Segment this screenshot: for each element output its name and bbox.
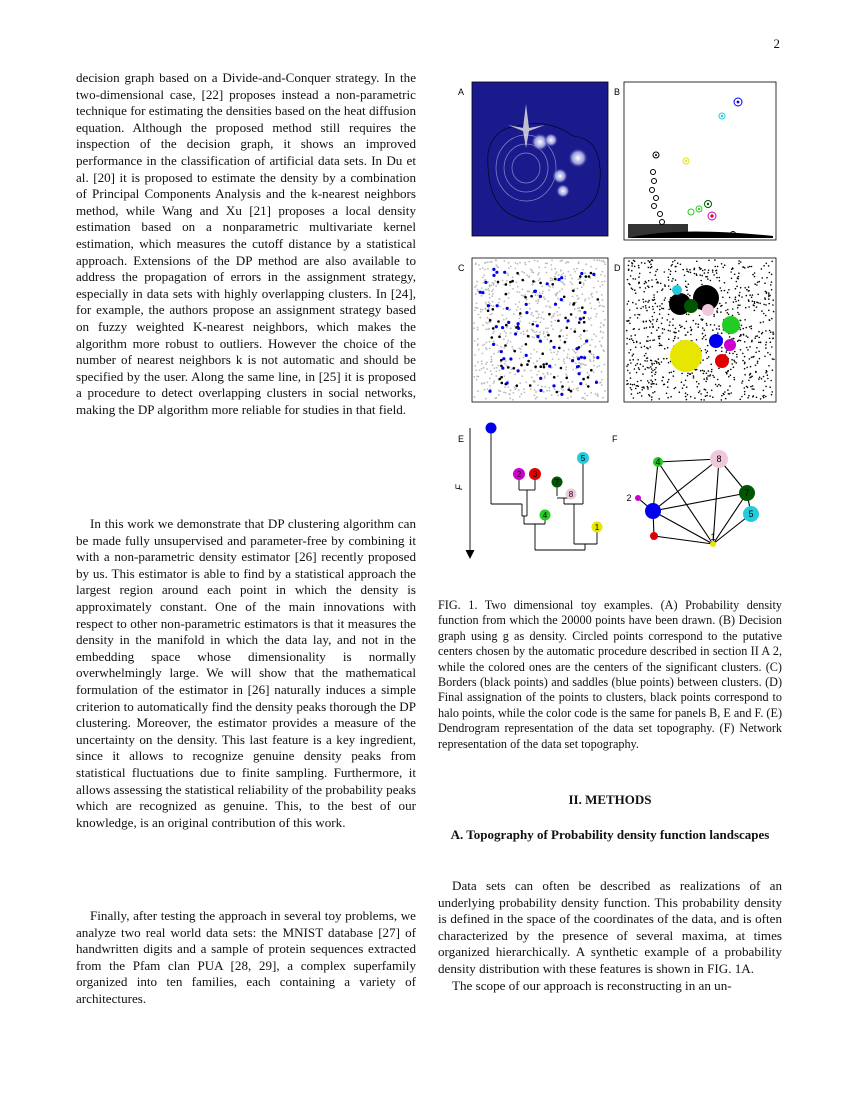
dendrogram-node-4: 4 <box>542 511 548 520</box>
panel-label-b: B <box>614 87 621 97</box>
figure-caption: FIG. 1. Two dimensional toy examples. (A) Probability density function from which the 20000 points have been drawn. (B) Decision graph using g as density. Circled points correspond to the putative centers chosen by the automatic procedure described in section II A 2, while the colored ones are the centers of the significant clusters. (C) Borders (black points) and saddles (blue points) between clusters. (D) Final assignation of the points to clusters, black points correspond to halo points, while the color code is the same for panels B, E and F. (E) Dendrogram representation of the data set topography. (F) Network representation of the data set topography. <box>438 598 782 751</box>
right-paragraph-1: Data sets can often be described as realizations of an underlying probability density function. This probability density is defined in the space of the coordinates of the data, and is often characterized by the presence of several maxima, at times organized hierarchically. A synthetic example of a probability density distribution with these features is shown in FIG. 1A. <box>438 878 782 976</box>
section-heading: II. METHODS <box>568 792 652 807</box>
network-node-1: 1 <box>710 532 716 542</box>
panel-label-a: A <box>458 87 465 97</box>
panel-e-axis-label: F <box>454 484 464 490</box>
panel-e-dendrogram <box>466 428 597 558</box>
panel-d-cluster-assignment <box>624 258 776 402</box>
right-paragraph-2: The scope of our approach is reconstructing in an un- <box>452 977 732 993</box>
panel-label-c: C <box>458 263 465 273</box>
right-column <box>438 878 782 994</box>
subsection-heading: A. Topography of Probability density function landscapes <box>450 827 770 842</box>
figure-1-graphic <box>448 78 782 568</box>
panel-c-borders-saddles <box>472 258 608 402</box>
network-node-5: 5 <box>748 509 754 519</box>
panel-label-e: E <box>458 434 465 444</box>
panel-b-decision-graph <box>624 82 776 240</box>
network-node-7: 7 <box>744 488 750 498</box>
page-number: 2 <box>773 36 780 51</box>
dendrogram-node-7: 7 <box>554 478 560 487</box>
network-node-4: 4 <box>655 457 661 467</box>
left-paragraph-3: Finally, after testing the approach in several toy problems, we analyze two real world data sets: the MNIST database [27] of handwritten digits and a sample of protein sequences extracted from the Pfam clan PUA [28, 29], a complex superfamily organized into ten families, each containing a variety of architectures. <box>76 908 416 1006</box>
panel-a-density <box>472 82 608 236</box>
left-paragraph-1: decision graph based on a Divide-and-Conquer strategy. In the two-dimensional case, [22] proposes instead a non-parametric technique for estimating the densities based on the heat diffusion equation. Although the proposed method still requires the inspection of the decision graph, it shows an improved performance in the classification of artificial data sets. In Du et al. [20] it is proposed to estimate the density by a combination of Principal Components Analysis and the k-nearest neighbors method, while Wang and Xu [21] proposes a local density estimation based on a nonparametric multivariate kernel estimation, which measures the cutoff distance by a statistical approach. Extensions of the DP method are also available to address the propagation of errors in the assignment strategy, especially in data sets with highly overlapping clusters. In [24], for example, the authors propose an assignment strategy based on fuzzy weighted K-nearest neighbors, which makes the algorithm more robust to outliers. However the choice of the number of nearest neighbors k is not automatic and should be specified by the user. Along the same line, in [25] it is proposed a procedure to detect overlapping clusters in social networks, making the DP algorithm more reliable for studies in that field. <box>76 70 416 417</box>
panel-f-network <box>638 459 754 544</box>
panel-label-f: F <box>612 434 618 444</box>
network-node-2: 2 <box>626 493 632 503</box>
panel-label-d: D <box>614 263 621 273</box>
network-node-8: 8 <box>716 454 722 464</box>
dendrogram-node-8: 8 <box>568 490 574 499</box>
left-paragraph-2: In this work we demonstrate that DP clustering algorithm can be made fully unsupervised and parameter-free by combining it with a non-parametric density estimator [26] recently proposed by us. This estimator is able to find by a statistical approach the largest region around each point in which the density is approximately constant. One of the main innovations with respect to other non-parametric estimators is that it measures the density in the manifold in which the data lay, and not in the embedding space whose dimensionality is normally overwhelmingly large. We will show that the mathematical formulation of the estimator in [26] naturally induces a simple criterion to automatically find the density peaks thorough the DP clustering. Moreover, the estimator provides a measure of the uncertainty on the density. This last feature is a key ingredient, since it allows to recognize genuine density peaks from statistical fluctuations due to finite sampling. Furthermore, it allows assessing the statistical reliability of the probability peaks which are recognized as genuine. This, to the best of our knowledge, is an original contribution of this work. <box>76 516 416 830</box>
dendrogram-node-1: 1 <box>594 523 600 532</box>
dendrogram-node-3: 3 <box>532 470 538 479</box>
figure-1 <box>448 78 782 568</box>
panel-e-nodes <box>486 423 603 533</box>
dendrogram-node-2: 2 <box>516 470 522 479</box>
dendrogram-node-5: 5 <box>580 454 586 463</box>
